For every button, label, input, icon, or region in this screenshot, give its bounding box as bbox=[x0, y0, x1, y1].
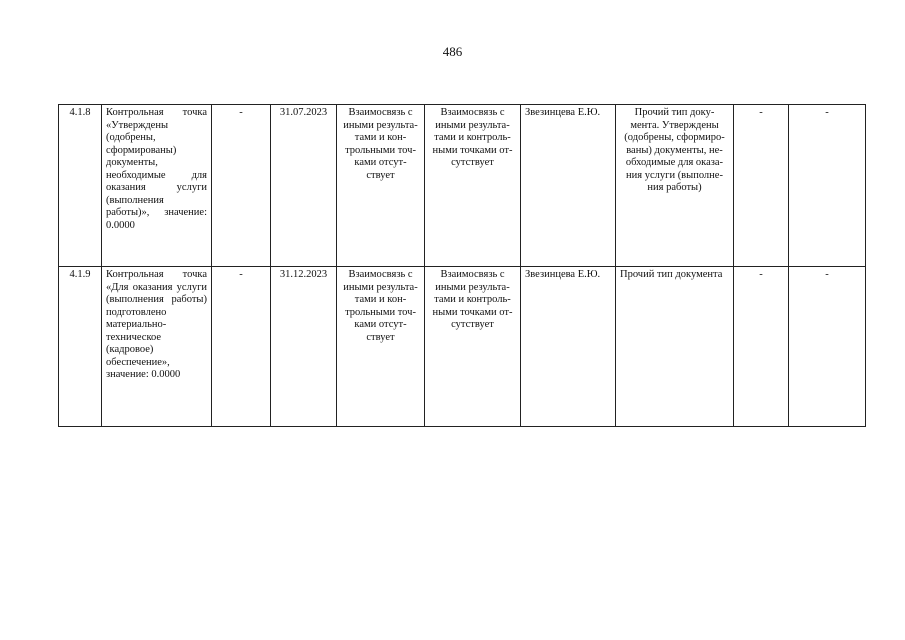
deadline-date: 31.07.2023 bbox=[271, 105, 337, 267]
document-type: Прочий тип документа bbox=[616, 267, 734, 427]
page-number: 486 bbox=[442, 44, 463, 59]
table-row bbox=[59, 105, 866, 267]
responsible-person: Звезинцева Е.Ю. bbox=[521, 267, 616, 427]
relation-cell: Взаимосвязь с иными результа- тами и контроль- ными точками от- сутствует bbox=[425, 267, 521, 427]
cell-dash: - bbox=[734, 267, 789, 427]
cell-dash: - bbox=[734, 105, 789, 267]
control-point-name: Контрольная точка «Утверждены (одобрены, сформированы) документы, необходимые для оказания услуги (выполнения работы)», значение: 0.0000 bbox=[102, 105, 212, 267]
cell-dash: - bbox=[789, 105, 866, 267]
relation-cell: Взаимосвязь с иными результа- тами и кон- трольными точ- ками отсут- ствует bbox=[337, 105, 425, 267]
responsible-person: Звезинцева Е.Ю. bbox=[521, 105, 616, 267]
document-type: Прочий тип доку- мента. Утверждены (одобрены, сформиро- ваны) документы, не- обходимые для оказа- ния услуги (выполне- ния работы) bbox=[616, 105, 734, 267]
row-number: 4.1.9 bbox=[59, 267, 102, 427]
cell-dash: - bbox=[789, 267, 866, 427]
row-number: 4.1.8 bbox=[59, 105, 102, 267]
cell-dash: - bbox=[212, 267, 271, 427]
cell-dash: - bbox=[212, 105, 271, 267]
control-points-table bbox=[58, 104, 866, 427]
deadline-date: 31.12.2023 bbox=[271, 267, 337, 427]
control-point-name: Контрольная точка «Для оказания услуги (выполнения работы) подготовлено материально-техническое (кадровое) обеспечение», значение: 0.0000 bbox=[102, 267, 212, 427]
table-row bbox=[59, 267, 866, 427]
relation-cell: Взаимосвязь с иными результа- тами и контроль- ными точками от- сутствует bbox=[425, 105, 521, 267]
relation-cell: Взаимосвязь с иными результа- тами и кон- трольными точ- ками отсут- ствует bbox=[337, 267, 425, 427]
